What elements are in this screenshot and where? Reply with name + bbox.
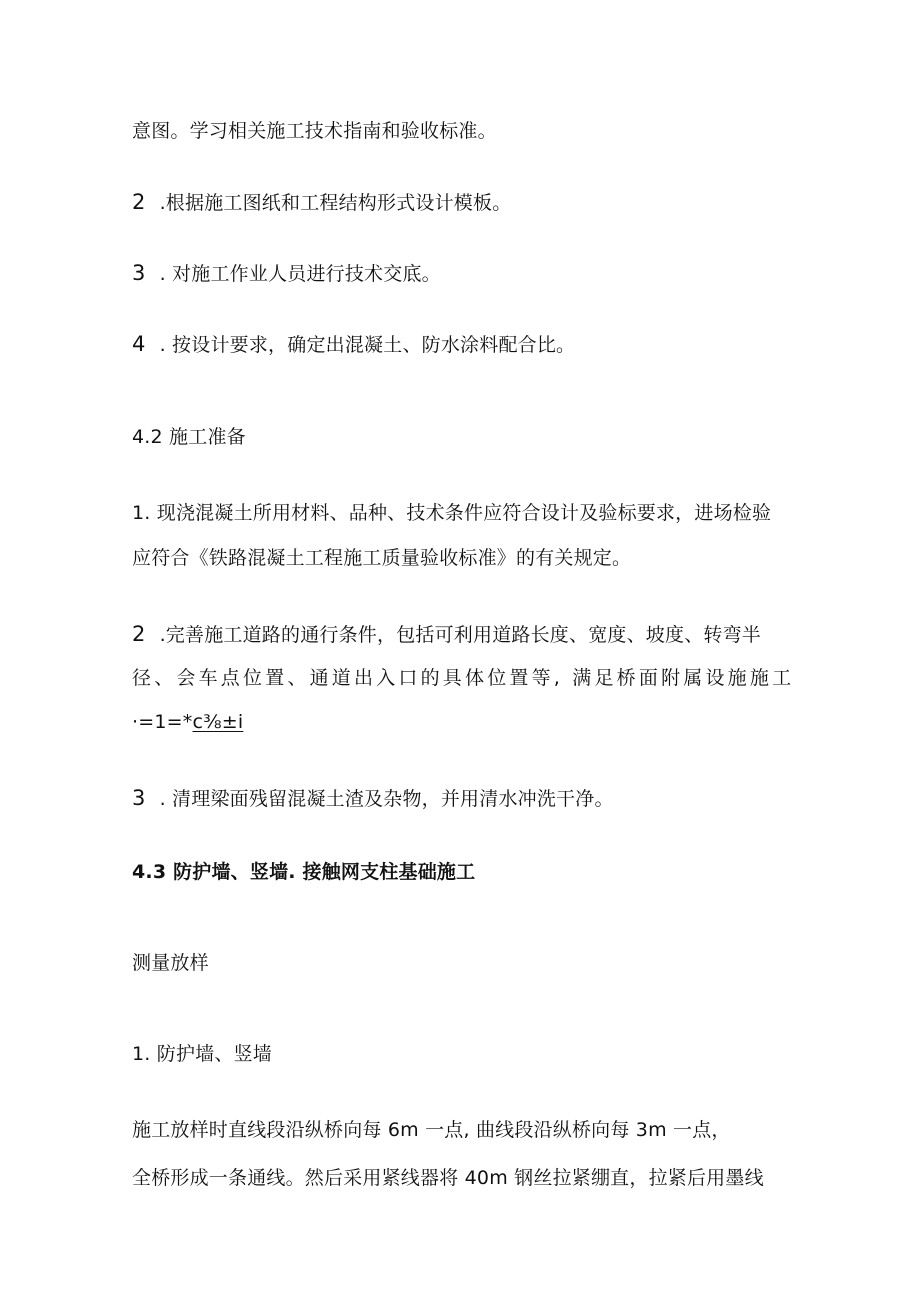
line-text: . 清理梁面残留混凝土渣及杂物，并用清水冲洗干净。 xyxy=(159,788,614,810)
heading-text: 1. 防护墙、竖墙 xyxy=(132,1043,272,1065)
list-item-2b xyxy=(132,622,761,647)
paragraph-line-9 xyxy=(132,666,794,690)
subheading-walls xyxy=(132,1042,272,1066)
list-item-4 xyxy=(132,332,575,357)
heading-text: 测量放样 xyxy=(132,952,209,974)
heading-text: 4.3 防护墙、竖墙. 接触网支柱基础施工 xyxy=(132,861,476,883)
line-text: . 对施工作业人员进行技术交底。 xyxy=(159,263,441,285)
list-number: 2 xyxy=(132,190,146,214)
line-text: . 按设计要求，确定出混凝土、防水涂料配合比。 xyxy=(159,334,576,356)
line-text: .完善施工道路的通行条件，包括可利用道路长度、宽度、坡度、转弯半 xyxy=(159,624,762,646)
section-heading-4-3 xyxy=(132,860,475,884)
list-item-3 xyxy=(132,261,441,286)
line-text: 全桥形成一条通线。然后采用紧线器将 40m 钢丝拉紧绷直，拉紧后用墨线 xyxy=(132,1167,764,1189)
line-text: 应符合《铁路混凝土工程施工质量验收标准》的有关规定。 xyxy=(132,547,632,569)
paragraph-line-1 xyxy=(132,119,497,143)
paragraph-line-15 xyxy=(132,1118,731,1142)
paragraph-line-10 xyxy=(132,710,243,734)
garbled-underlined-text: c⅜±i xyxy=(192,711,244,733)
subheading-survey xyxy=(132,951,209,975)
list-number: 3 xyxy=(132,786,146,810)
list-item-2 xyxy=(132,190,511,215)
section-heading-4-2 xyxy=(132,425,246,449)
list-number: 3 xyxy=(132,261,146,285)
line-text: .根据施工图纸和工程结构形式设计模板。 xyxy=(159,192,512,214)
list-number: 2 xyxy=(132,622,146,646)
line-text: 施工放样时直线段沿纵桥向每 6m 一点, 曲线段沿纵桥向每 3m 一点， xyxy=(132,1119,731,1141)
list-item-3b xyxy=(132,786,614,811)
paragraph-line-16 xyxy=(132,1166,764,1190)
garbled-prefix: ·=1=* xyxy=(132,711,193,733)
heading-text: 4.2 施工准备 xyxy=(132,426,246,448)
line-text: 意图。学习相关施工技术指南和验收标准。 xyxy=(132,120,497,142)
paragraph-line-6 xyxy=(132,501,771,525)
line-text: 1. 现浇混凝土所用材料、品种、技术条件应符合设计及验标要求，进场检验 xyxy=(132,502,772,524)
paragraph-line-7 xyxy=(132,546,631,570)
line-text: 径、会车点位置、通道出入口的具体位置等, 满足桥面附属设施施工 xyxy=(132,667,795,689)
list-number: 4 xyxy=(132,332,146,356)
